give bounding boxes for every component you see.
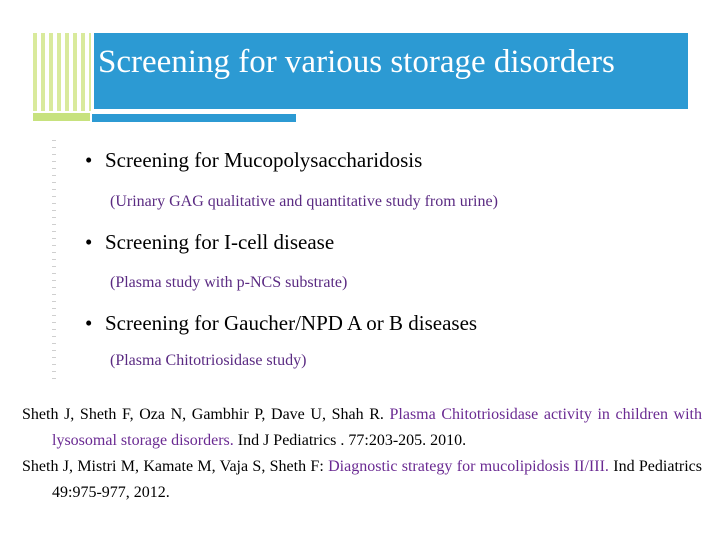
reference-journal: Ind J Pediatrics . 77:203-205. 2010. bbox=[237, 432, 467, 449]
reference-journal: Ind Pediatrics 49:975-977, 2012. bbox=[52, 458, 702, 501]
bullet-marker: • bbox=[85, 148, 93, 172]
reference-authors: Sheth J, Mistri M, Kamate M, Vaja S, Sheth F: bbox=[22, 458, 324, 475]
bullet-item bbox=[85, 148, 422, 173]
decorative-dotted-line bbox=[52, 140, 56, 380]
reference-title: Diagnostic strategy for mucolipidosis II/III. bbox=[328, 458, 609, 475]
reference-authors: Sheth J, Sheth F, Oza N, Gambhir P, Dave U, Shah R. bbox=[22, 406, 384, 423]
references bbox=[22, 402, 702, 506]
bullet-marker: • bbox=[85, 311, 93, 335]
bullet-text: Screening for Gaucher/NPD A or B diseases bbox=[105, 311, 478, 335]
bullet-subtext: (Urinary GAG qualitative and quantitative study from urine) bbox=[110, 193, 498, 210]
bullet-subtext: (Plasma Chitotriosidase study) bbox=[110, 352, 307, 369]
reference-title: Plasma Chitotriosidase activity in children with lysosomal storage disorders. bbox=[52, 406, 703, 449]
title-underline-green bbox=[33, 113, 90, 121]
bullet-item bbox=[85, 311, 477, 336]
bullet-subtext: (Plasma study with p-NCS substrate) bbox=[110, 274, 348, 291]
reference-entry bbox=[22, 454, 702, 506]
bullet-item bbox=[85, 230, 334, 255]
title-underline-blue bbox=[92, 114, 296, 122]
bullet-marker: • bbox=[85, 230, 93, 254]
decorative-stripes bbox=[33, 33, 91, 111]
bullet-text: Screening for Mucopolysaccharidosis bbox=[105, 148, 423, 172]
page-title: Screening for various storage disorders bbox=[98, 44, 615, 80]
reference-entry bbox=[22, 402, 702, 454]
bullet-text: Screening for I-cell disease bbox=[105, 230, 335, 254]
